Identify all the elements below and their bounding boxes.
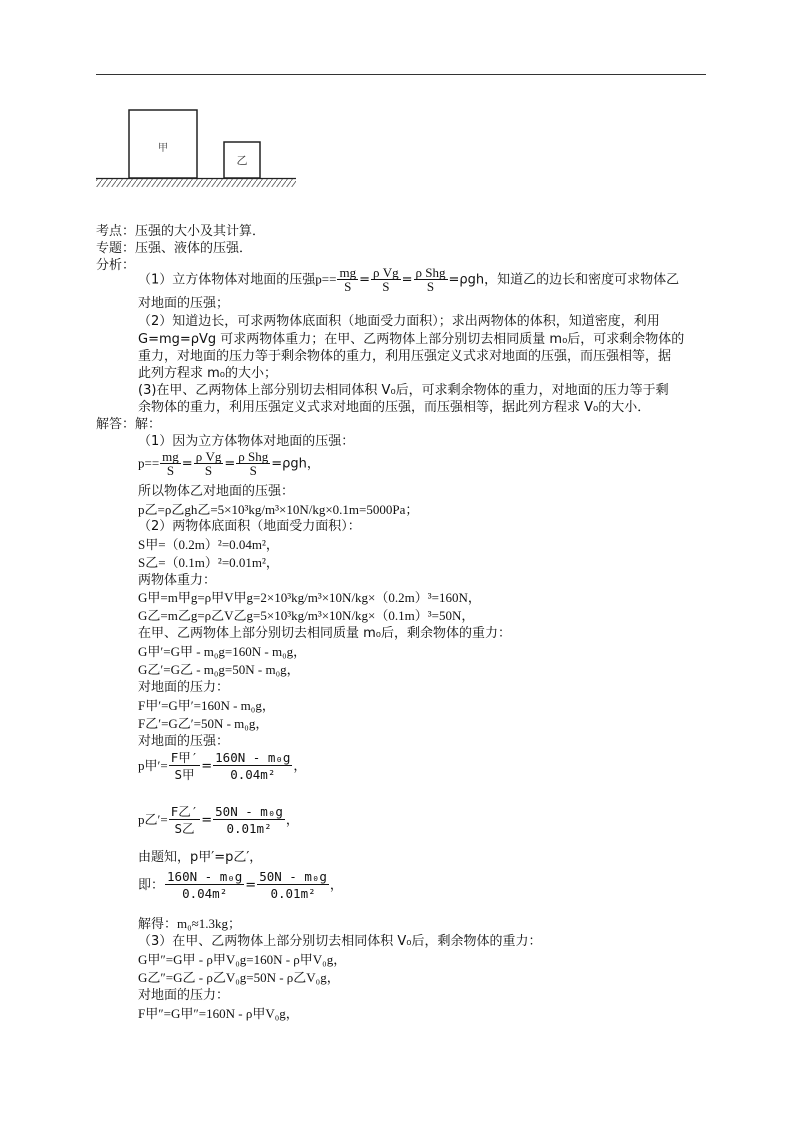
fraction-mg-over-s: $\frac{mg}{S}$ bbox=[339, 265, 357, 294]
fraction-50n-over-001: $\frac{\text{50N - m₀g}}{\text{0.01m²}}$ bbox=[215, 804, 283, 836]
fraction-f-over-s-jia: $\frac{\text{F甲′}}{\text{S甲}}$ bbox=[170, 750, 199, 782]
fraction-rshg-over-s: $\frac{\text{ρ Shg}}{S}$ bbox=[415, 265, 446, 294]
solution-line-5: （2）两物体底面积（地面受力面积）： bbox=[138, 519, 361, 534]
kaodian-row bbox=[96, 224, 265, 240]
pressure-yi-equation: p乙′= $\frac{\text{F乙′}}{\text{S乙}}$ = $\frac{\text{50N - m₀g}}{\text{0.01m²}}$ ， bbox=[138, 804, 299, 836]
solution-line-20: （3）在甲、乙两物体上部分别切去相同体积 V₀后，剩余物体的重力： bbox=[138, 934, 542, 949]
solution-line-4: p乙=ρ乙gh乙=5×10³kg/m³×10N/kg×0.1m=5000Pa； bbox=[138, 502, 419, 517]
zhuanti-row bbox=[96, 241, 252, 257]
equal-pressure-equation: 即： $\frac{\text{160N - m₀g}}{\text{0.04m²}}$ = $\frac{\text{50N - m₀g}}{\text{0.01m²}}$ ， bbox=[138, 869, 343, 901]
solution-line-2: p== $\frac{mg}{S}$ = $\frac{\text{ρ Vg}}{S}$ = $\frac{\text{ρ Shg}}{S}$ =ρgh， bbox=[138, 449, 320, 478]
fraction-160n-over-004: $\frac{\text{160N - m₀g}}{\text{0.04m²}}$ bbox=[215, 750, 291, 782]
solution-line-15: F甲′=G甲′=160N - m₀g， bbox=[138, 698, 275, 713]
analysis-line-4: G=mg=ρVg 可求两物体重力；在甲、乙两物体上部分别切去相同质量 m₀后，可求剩余物体的 bbox=[138, 332, 685, 347]
solution-line-9: G甲=m甲g=ρ甲V甲g=2×10³kg/m³×10N/kg×（0.2m）³=160N， bbox=[138, 590, 481, 605]
jieda-row bbox=[96, 417, 161, 433]
solution-line-10: G乙=m乙g=ρ乙V乙g=5×10³kg/m³×10N/kg×（0.1m）³=50N， bbox=[138, 608, 475, 623]
solution-line-12: G甲′=G甲 - m₀g=160N - m₀g， bbox=[138, 644, 307, 659]
analysis-line-6: 此列方程求 m₀的大小； bbox=[138, 366, 278, 381]
solution-line-24: F甲″=G甲″=160N - ρ甲V₀g， bbox=[138, 1006, 299, 1021]
solution-line-22: G乙″=G乙 - ρ乙V₀g=50N - ρ乙V₀g， bbox=[138, 970, 340, 985]
solution-line-17: 对地面的压强： bbox=[138, 734, 230, 749]
cubes-figure bbox=[96, 104, 296, 194]
solution-line-14: 对地面的压力： bbox=[138, 680, 230, 695]
fraction-f-over-s-yi: $\frac{\text{F乙′}}{\text{S乙}}$ bbox=[170, 804, 199, 836]
solution-line-16: F乙′=G乙′=50N - m₀g， bbox=[138, 716, 269, 731]
jie-text: 解： bbox=[135, 417, 162, 432]
solution-line-7: S乙=（0.1m）²=0.01m²， bbox=[138, 555, 279, 570]
solution-line-8: 两物体重力： bbox=[138, 573, 217, 588]
pressure-jia-equation: p甲′= $\frac{\text{F甲′}}{\text{S甲}}$ = $\frac{\text{160N - m₀g}}{\text{0.04m²}}$ ， bbox=[138, 750, 307, 782]
cube-jia-label: 甲 bbox=[158, 143, 168, 154]
solution-line-21: G甲″=G甲 - ρ甲V₀g=160N - ρ甲V₀g， bbox=[138, 952, 347, 967]
analysis-line-7: (3)在甲、乙两物体上部分别切去相同体积 V₀后，可求剩余物体的重力，对地面的压力等于剩 bbox=[138, 383, 669, 398]
solution-line-18: 由题知，p甲′=p乙′， bbox=[138, 850, 263, 865]
fraction-50n-over-001-b: $\frac{\text{50N - m₀g}}{\text{0.01m²}}$ bbox=[259, 869, 327, 901]
solution-line-6: S甲=（0.2m）²=0.04m²， bbox=[138, 537, 279, 552]
analysis-line-3: （2）知道边长，可求两物体底面积（地面受力面积）；求出两物体的体积，知道密度，利用 bbox=[138, 314, 660, 329]
fraction-rvg-over-s-2: $\frac{\text{ρ Vg}}{S}$ bbox=[195, 449, 222, 478]
analysis-line-8: 余物体的重力，利用压强定义式求对地面的压强，而压强相等，据此列方程求 V₀的大小． bbox=[138, 400, 651, 415]
header-rule bbox=[96, 74, 706, 75]
analysis-1-post: =ρgh，知道乙的边长和密度可求物体乙 bbox=[448, 272, 680, 288]
fenxi-label: 分析： bbox=[96, 258, 136, 273]
solution-line-13: G乙′=G乙 - m₀g=50N - m₀g， bbox=[138, 662, 300, 677]
fraction-rvg-over-s: $\frac{\text{ρ Vg}}{S}$ bbox=[372, 265, 399, 294]
fraction-rshg-over-s-2: $\frac{\text{ρ Shg}}{S}$ bbox=[238, 449, 269, 478]
solution-line-23: 对地面的压力： bbox=[138, 988, 230, 1003]
jieda-label: 解答： bbox=[96, 417, 136, 432]
solution-line-1: （1）因为立方体物体对地面的压强： bbox=[138, 434, 355, 449]
analysis-1-peq: p== bbox=[315, 271, 337, 287]
solution-line-19: 解得：m₀≈1.3kg； bbox=[138, 916, 242, 931]
kaodian-text: 压强的大小及其计算． bbox=[135, 224, 266, 239]
analysis-line-5: 重力，对地面的压力等于剩余物体的重力，利用压强定义式求对地面的压强，而压强相等，据 bbox=[138, 349, 672, 364]
analysis-1-pre: （1）立方体物体对地面的压强 bbox=[138, 272, 316, 288]
zhuanti-label: 专题： bbox=[96, 241, 136, 256]
fraction-160n-over-004-b: $\frac{\text{160N - m₀g}}{\text{0.04m²}}$ bbox=[167, 869, 243, 901]
ground-hatch bbox=[96, 179, 296, 187]
fraction-mg-over-s-2: $\frac{mg}{S}$ bbox=[162, 449, 179, 478]
solution-line-11: 在甲、乙两物体上部分别切去相同质量 m₀后，剩余物体的重力： bbox=[138, 626, 512, 641]
kaodian-label: 考点： bbox=[96, 224, 136, 239]
cube-yi-label: 乙 bbox=[236, 154, 248, 167]
analysis-line-2: 对地面的压强； bbox=[138, 296, 230, 311]
analysis-line-1: （1）立方体物体对地面的压强p== $\frac{mg}{S}$ = $\frac{\text{ρ Vg}}{S}$ = $\frac{\text{ρ Shg}}{S}$ =ρgh，知道乙的边长和密度可求物体乙 bbox=[138, 265, 680, 294]
zhuanti-text: 压强、液体的压强． bbox=[135, 241, 253, 256]
solution-line-3: 所以物体乙对地面的压强： bbox=[138, 484, 295, 499]
